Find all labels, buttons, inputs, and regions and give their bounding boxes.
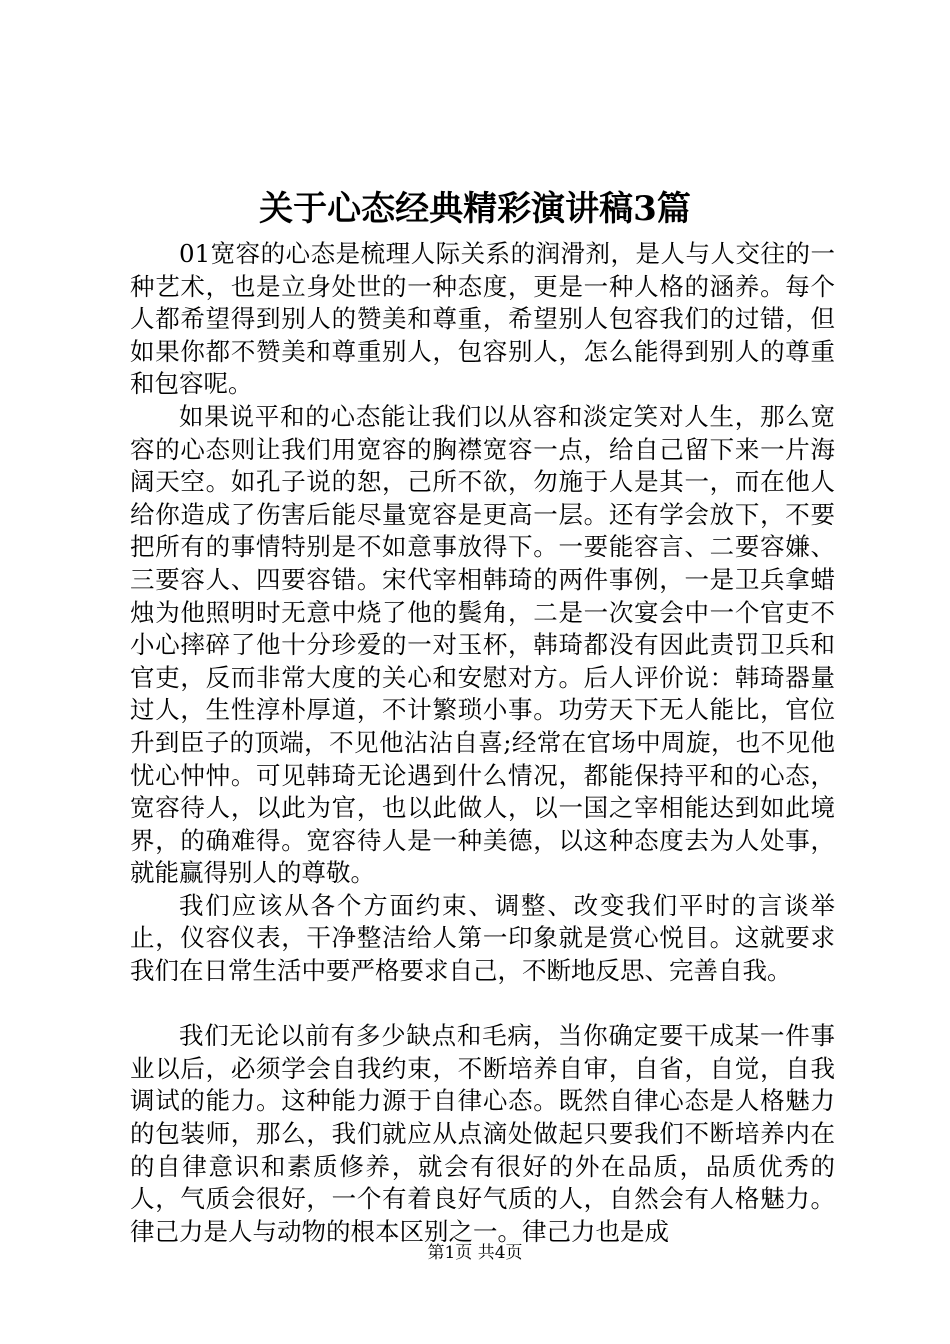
paragraph-spacer: [130, 988, 835, 1021]
paragraph-1: 01宽容的心态是梳理人际关系的润滑剂，是人与人交往的一种艺术，也是立身处世的一种态度，更是一种人格的涵养。每个人都希望得到别人的赞美和尊重，希望别人包容我们的过错，但如果你都不赞美和尊重别人，包容别人，怎么能得到别人的尊重和包容呢。: [130, 239, 835, 399]
paragraph-4: 我们无论以前有多少缺点和毛病，当你确定要干成某一件事业以后，必须学会自我约束，不断培养自审，自省，自觉，自我调试的能力。这种能力源于自律心态。既然自律心态是人格魅力的包装师，那么，我们就应从点滴处做起只要我们不断培养内在的自律意识和素质修养，就会有很好的外在品质，品质优秀的人，气质会很好，一个有着良好气质的人，自然会有人格魅力。律己力是人与动物的根本区别之一。律己力也是成: [130, 1021, 835, 1246]
page-footer: 第1页 共4页: [427, 1243, 523, 1263]
document-title: 关于心态经典精彩演讲稿3篇: [259, 189, 691, 229]
document-body: [130, 238, 835, 1248]
paragraph-3: 我们应该从各个方面约束、调整、改变我们平时的言谈举止，仪容仪表，干净整洁给人第一印象就是赏心悦目。这就要求我们在日常生活中要严格要求自己，不断地反思、完善自我。: [130, 890, 835, 986]
paragraph-2: 如果说平和的心态能让我们以从容和淡定笑对人生，那么宽容的心态则让我们用宽容的胸襟宽容一点，给自己留下来一片海阔天空。如孔子说的恕，己所不欲，勿施于人是其一，而在他人给你造成了伤害后能尽量宽容是更高一层。还有学会放下，不要把所有的事情特别是不如意事放得下。一要能容言、二要容嫌、三要容人、四要容错。宋代宰相韩琦的两件事例，一是卫兵拿蜡烛为他照明时无意中烧了他的鬓角，二是一次宴会中一个官吏不小心摔碎了他十分珍爱的一对玉杯，韩琦都没有因此责罚卫兵和官吏，反而非常大度的关心和安慰对方。后人评价说：韩琦器量过人，生性淳朴厚道，不计繁琐小事。功劳天下无人能比，官位升到臣子的顶端，不见他沾沾自喜;经常在官场中周旋，也不见他忧心忡忡。可见韩琦无论遇到什么情况，都能保持平和的心态，宽容待人，以此为官，也以此做人，以一国之宰相能达到如此境界，的确难得。宽容待人是一种美德，以这种态度去为人处事，就能赢得别人的尊敬。: [130, 401, 835, 888]
